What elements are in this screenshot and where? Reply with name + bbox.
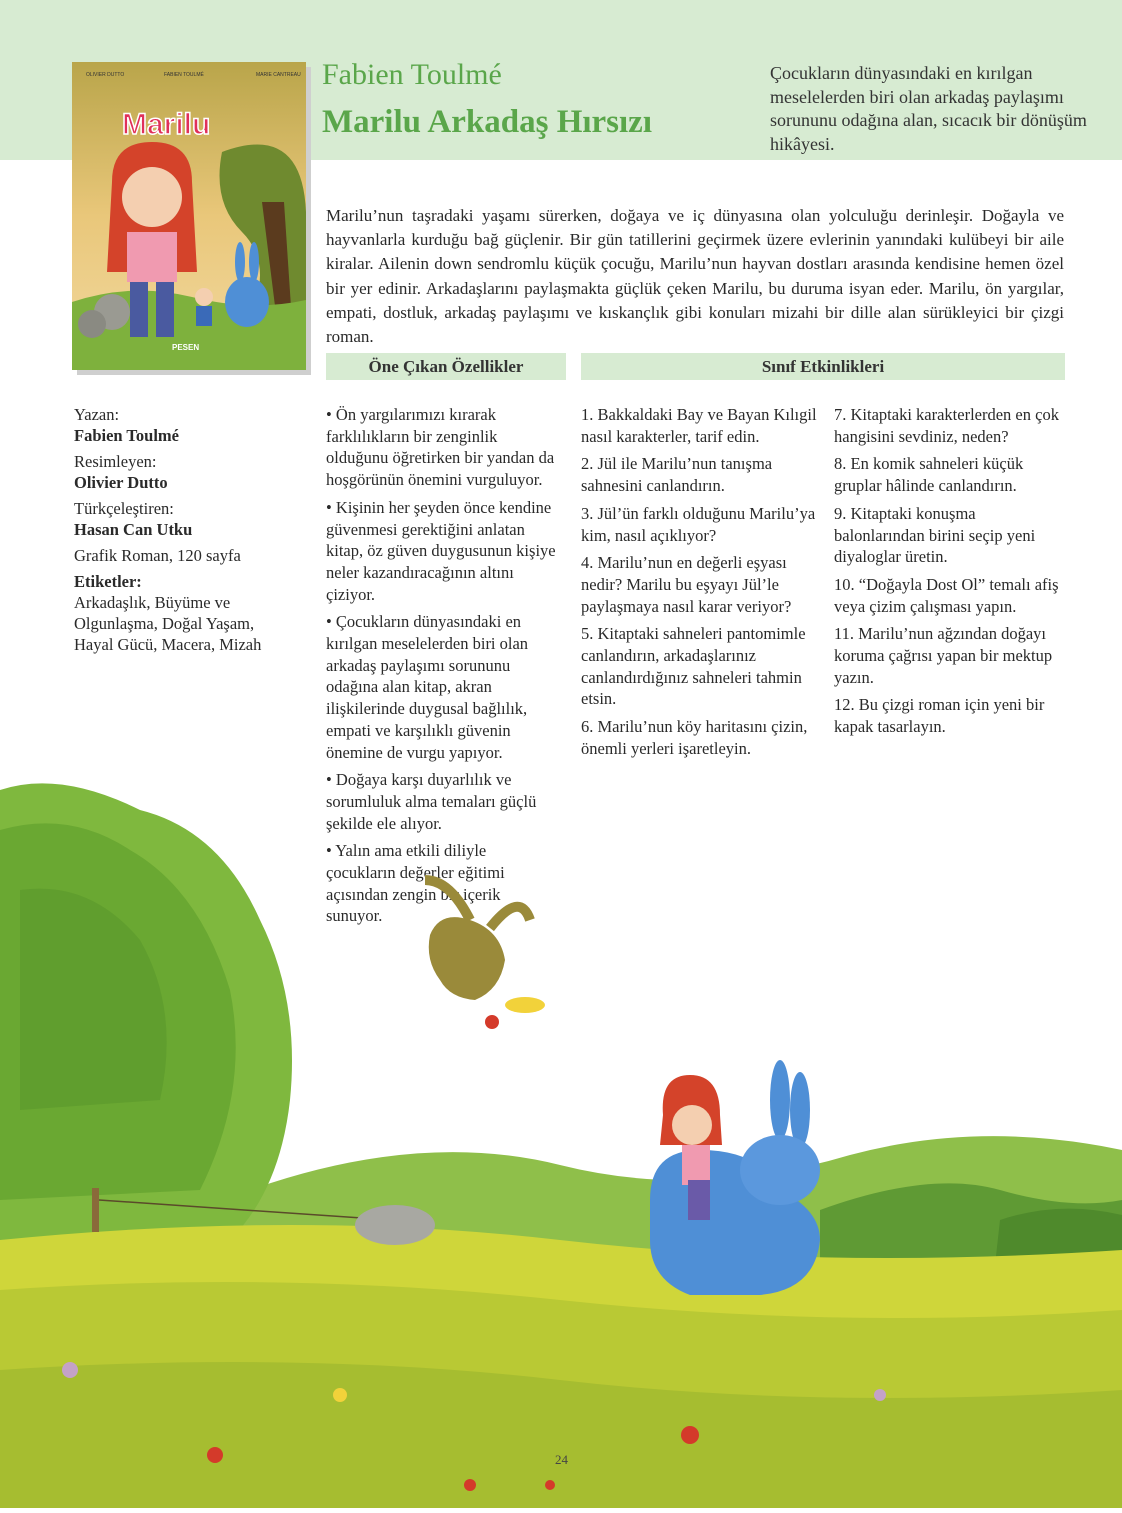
activity-item: 6. Marilu’nun köy haritasını çizin, önemli yerleri işaretleyin. — [581, 717, 808, 758]
translator-label: Türkçeleştiren: — [74, 499, 174, 518]
feature-item: • Ön yargılarımızı kırarak farklılıkların bir zenginlik olduğunu öğretirken bir yandan da hoşgörünün önemini vurguluyor. — [326, 405, 555, 490]
cover-logo: Marilu — [122, 108, 211, 141]
features-heading: Öne Çıkan Özellikler — [326, 353, 566, 380]
svg-text:FABIEN TOULMÉ: FABIEN TOULMÉ — [164, 72, 204, 78]
feature-item: • Kişinin her şeyden önce kendine güvenmesi gerektiğini anlatan kitap, öz güven duygusunun kişiye neler kazandıracağının altını çiziyor. — [326, 497, 556, 604]
tags-label: Etiketler: — [74, 572, 142, 591]
tags-list: Arkadaşlık, Büyüme ve Olgunlaşma, Doğal Yaşam, Hayal Gücü, Macera, Mizah — [74, 593, 262, 654]
svg-text:MARIE CANTREAU: MARIE CANTREAU — [256, 72, 301, 78]
translator-name: Hasan Can Utku — [74, 520, 193, 539]
activity-item: 10. “Doğayla Dost Ol” temalı afiş veya çizim çalışması yapın. — [834, 574, 1059, 616]
activity-item: 3. Jül’ün farklı olduğunu Marilu’ya kim, nasıl açıklıyor? — [581, 503, 816, 545]
writer-label: Yazan: — [74, 405, 120, 424]
activity-item: 8. En komik sahneleri küçük gruplar hâlinde canlandırın. — [834, 454, 1024, 496]
summary-paragraph: Marilu’nun taşradaki yaşamı sürerken, doğaya ve iç dünyasına olan yolculuğu derinleşir. Doğayla ve hayvanlarla kurduğu bağ güçlenir. Bir gün tatillerini geçirmek üzere evlerinin yanındaki kulübeyi bir aile kiralar. Ailenin down sendromlu küçük çocuğu, Marilu’nun hayvan dostları arasında kendisine hemen özel bir yer edinir. Arkadaşlarını paylaşmakta güçlük çeken Marilu, bu duruma isyan eder. Marilu, ön yargılar, empati, dostluk, arkadaş paylaşımı ve kıskançlık gibi konuları mizahi bir dille alan sürükleyici bir çizgi roman. — [326, 206, 1064, 347]
feature-item: • Doğaya karşı duyarlılık ve sorumluluk alma temaları güçlü şekilde ele alıyor. — [326, 770, 537, 833]
activity-item: 4. Marilu’nun en değerli eşyası nedir? Marilu bu eşyayı Jül’le paylaşmaya nasıl karar veriyor? — [581, 553, 792, 616]
book-cover — [72, 62, 306, 370]
tagline: Çocukların dünyasındaki en kırılgan meselelerden biri olan arkadaş paylaşımı sorununu odağına alan, sıcacık bir dönüşüm hikâyesi. — [770, 63, 1087, 154]
book-title: Marilu Arkadaş Hırsızı — [322, 104, 652, 140]
activities-column-1 — [581, 404, 817, 766]
page-number: 24 — [555, 1452, 568, 1467]
activity-item: 12. Bu çizgi roman için yeni bir kapak tasarlayın. — [834, 695, 1045, 737]
feature-item: • Çocukların dünyasındaki en kırılgan meselelerden biri olan arkadaş paylaşımı sorununu odağına alan kitap, akran ilişkilerinde duygusal bağlılık, empati ve karşılıklı güvenin önemine de vurgu yapıyor. — [326, 612, 529, 762]
activity-item: 11. Marilu’nun ağzından doğayı koruma çağrısı yapan bir mektup yazın. — [834, 624, 1053, 687]
illustrator-label: Resimleyen: — [74, 452, 157, 471]
activities-heading: Sınıf Etkinlikleri — [581, 353, 1065, 380]
feature-item: • Yalın ama etkili diliyle çocukların değerler eğitimi açısından zengin bir içerik sunuyor. — [326, 841, 505, 926]
activity-item: 7. Kitaptaki karakterlerden en çok hangisini sevdiniz, neden? — [834, 405, 1059, 446]
svg-text:OLIVIER DUTTO: OLIVIER DUTTO — [86, 72, 125, 78]
writer-name: Fabien Toulmé — [74, 426, 179, 445]
illustrator-name: Olivier Dutto — [74, 473, 168, 492]
activities-column-2 — [834, 404, 1070, 744]
activity-item: 2. Jül ile Marilu’nun tanışma sahnesini canlandırın. — [581, 454, 773, 496]
meadow-illustration — [0, 770, 1122, 1508]
activity-item: 1. Bakkaldaki Bay ve Bayan Kılıgil nasıl karakterler, tarif edin. — [581, 405, 817, 446]
book-meta — [74, 404, 274, 660]
activity-item: 9. Kitaptaki konuşma balonlarından birini seçip yeni diyaloglar üretin. — [834, 503, 1036, 567]
activity-item: 5. Kitaptaki sahneleri pantomimle canlandırın, arkadaşlarınız canlandırdığınız sahneleri tahmin etsin. — [581, 624, 806, 709]
cover-publisher: PESEN — [172, 343, 200, 352]
author-name: Fabien Toulmé — [322, 58, 502, 91]
book-format: Grafik Roman, 120 sayfa — [74, 546, 241, 565]
